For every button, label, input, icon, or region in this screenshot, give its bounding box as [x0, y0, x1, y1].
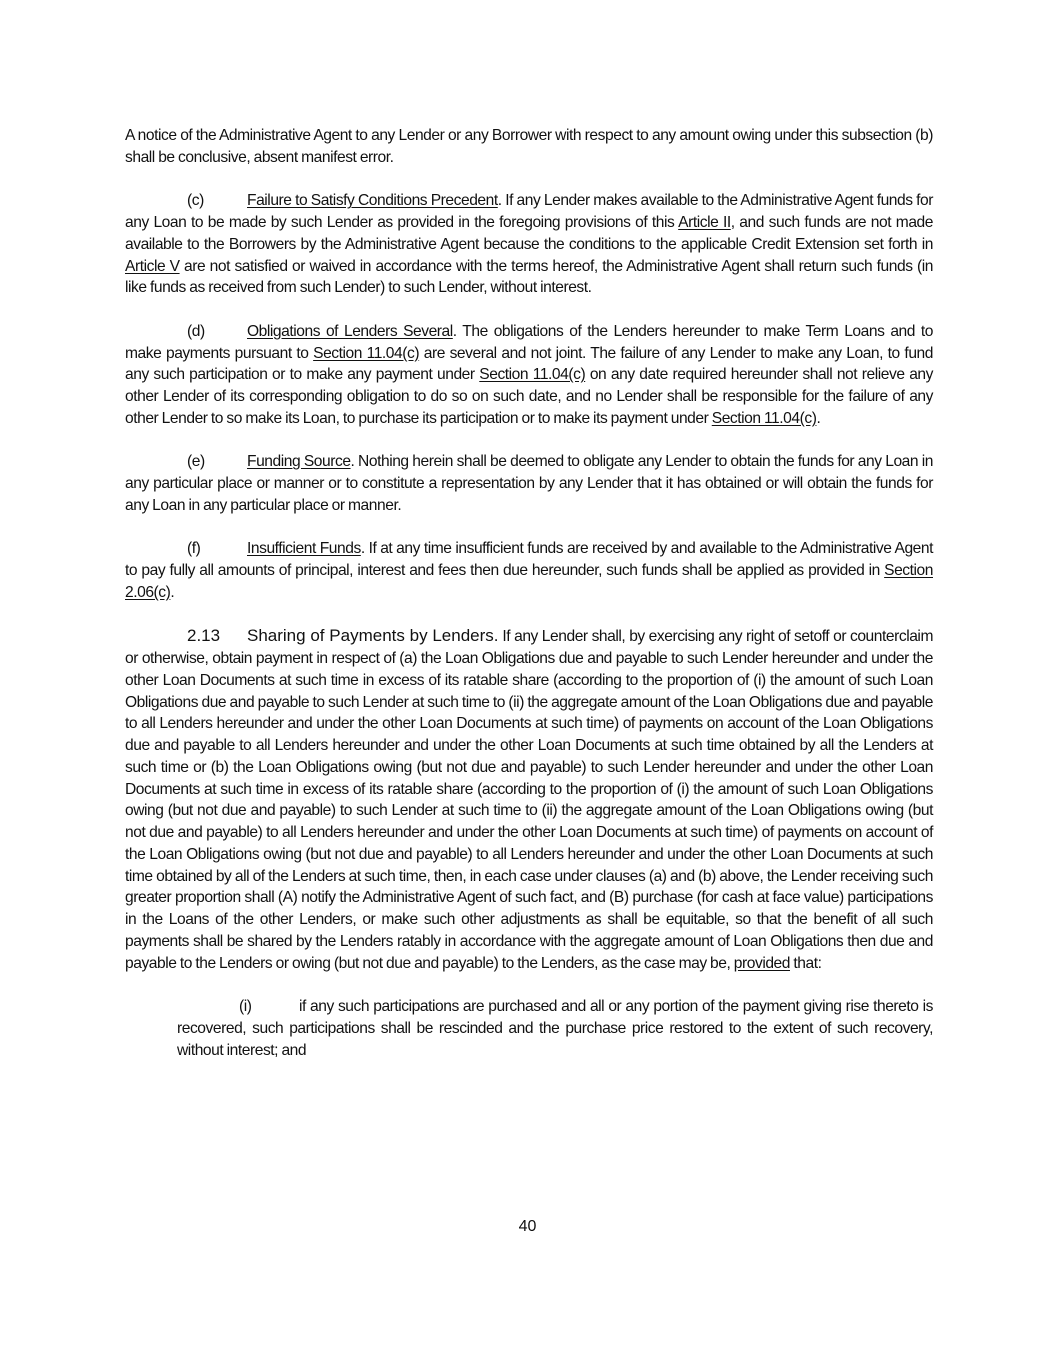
cross-reference: Funding Source	[247, 453, 351, 471]
cross-reference: Section 11.04(c)	[479, 366, 586, 384]
text-run: , and such funds are not made available to the Borrowers by the Administrative Agent because the conditions to the applicable Credit Extension set forth in	[125, 214, 933, 253]
paragraph	[177, 996, 933, 1061]
paragraph	[125, 190, 933, 299]
text-run: that:	[790, 954, 822, 972]
text-run: if any such participations are purchased and all or any portion of the payment giving rise thereto is recovered, such participations shall be rescinded and the purchase price restored to the extent of such recovery, without interest; and	[177, 998, 933, 1059]
cross-reference: Obligations of Lenders Several	[247, 322, 453, 340]
cross-reference: Section 11.04(c)	[711, 409, 817, 427]
section-label: 2.13	[187, 626, 221, 646]
page-number: 40	[518, 1218, 537, 1235]
cross-reference: Article V	[125, 257, 180, 275]
section-label: (i)	[239, 998, 252, 1015]
cross-reference: Article II	[678, 214, 731, 231]
section-label: (d)	[187, 322, 205, 340]
paragraph	[125, 451, 933, 516]
text-run: . Nothing herein shall be deemed to obligate any Lender to obtain the funds for any Loan in any particular place or manner or to constitute a representation by any Lender that it has obtained or will obtain the funds for any Loan in any particular place or manner.	[125, 453, 933, 514]
cross-reference: Failure to Satisfy Conditions Precedent	[247, 192, 498, 210]
section-label: (f)	[187, 540, 201, 558]
paragraph	[125, 321, 933, 430]
paragraph	[125, 125, 933, 169]
text-run: are several and not joint. The failure of any Lender to make any Loan, to fund any such participation or to make any payment under	[125, 344, 933, 384]
paragraph	[125, 625, 933, 974]
section-label: (c)	[187, 192, 204, 210]
text-run: . If at any time insufficient funds are received by and available to the Administrative Agent to pay fully all amounts of principal, interest and fees then due hereunder, such funds shall be applied as provided in	[125, 540, 933, 579]
cross-reference: provided	[733, 954, 790, 972]
text-run: . The obligations of the Lenders hereunder to make Term Loans and to make payments pursuant to	[125, 322, 933, 362]
cross-reference: Section 11.04(c)	[313, 344, 420, 362]
text-run: are not satisfied or waived in accordance with the terms hereof, the Administrative Agent shall return such funds (in like funds as received from such Lender) to such Lender, without interest.	[125, 257, 933, 297]
text-run: .	[170, 583, 175, 601]
text-run: . If any Lender makes available to the Administrative Agent funds for any Loan to be made by such Lender as provided in the foregoing provisions of this	[125, 192, 934, 231]
cross-reference: Insufficient Funds	[247, 540, 361, 558]
cross-reference: Section 2.06(c)	[125, 562, 933, 601]
document-page	[125, 125, 933, 1083]
text-run: If any Lender shall, by exercising any right of setoff or counterclaim or otherwise, obtain payment in respect of (a) the Loan Obligations due and payable to such Lender hereunder and under the other Loan Documents at such time in excess of its ratable share (according to the proportion of (i) the amount of such Loan Obligations due and payable to such Lender at such time to (ii) the aggregate amount of the Loan Obligations due and payable to all Lenders hereunder and under the other Loan Documents at such time) of payments on account of the Loan Obligations due and payable to all Lenders hereunder and under the other Loan Documents at such time obtained by all the Lenders at such time or (b) the Loan Obligations owing (but not due and payable) to such Lender hereunder and under the other Loan Documents at such time in excess of its ratable share (according to the proportion of (i) the amount of such Loan Obligations owing (but not due and payable) to such Lender at such time to (ii) the aggregate amount of the Loan Obligations owing (but not due and payable) to all Lenders hereunder and under the other Loan Documents at such time) of payments on account of the Loan Obligations owing (but not due and payable) to all Lenders hereunder and under the other Loan Documents at such time obtained by all of the Lenders at such time, then, in each case under clauses (a) and (b) above, the Lender receiving such greater proportion shall (A) notify the Administrative Agent of such fact, and (B) purchase (for cash at face value) participations in the Loans of the other Lenders, or make such other adjustments as shall be equitable, so that the benefit of all such payments shall be shared by the Lenders ratably in accordance with the aggregate amount of Loan Obligations then due and payable to the Lenders or owing (but not due and payable) to the Lenders, as the case may be,	[125, 628, 933, 972]
section-heading: Sharing of Payments by Lenders.	[247, 626, 499, 646]
paragraph	[125, 538, 933, 603]
text-run: .	[816, 409, 821, 427]
text-run: on any date required hereunder shall not relieve any other Lender of its corresponding obligation to do so on such date, and no Lender shall be responsible for the failure of any other Lender to so make its Loan, to purchase its participation or to make its payment under	[125, 366, 933, 427]
text-run: A notice of the Administrative Agent to any Lender or any Borrower with respect to any amount owing under this subsection (b) shall be conclusive, absent manifest error.	[125, 127, 933, 166]
section-label: (e)	[187, 453, 205, 471]
